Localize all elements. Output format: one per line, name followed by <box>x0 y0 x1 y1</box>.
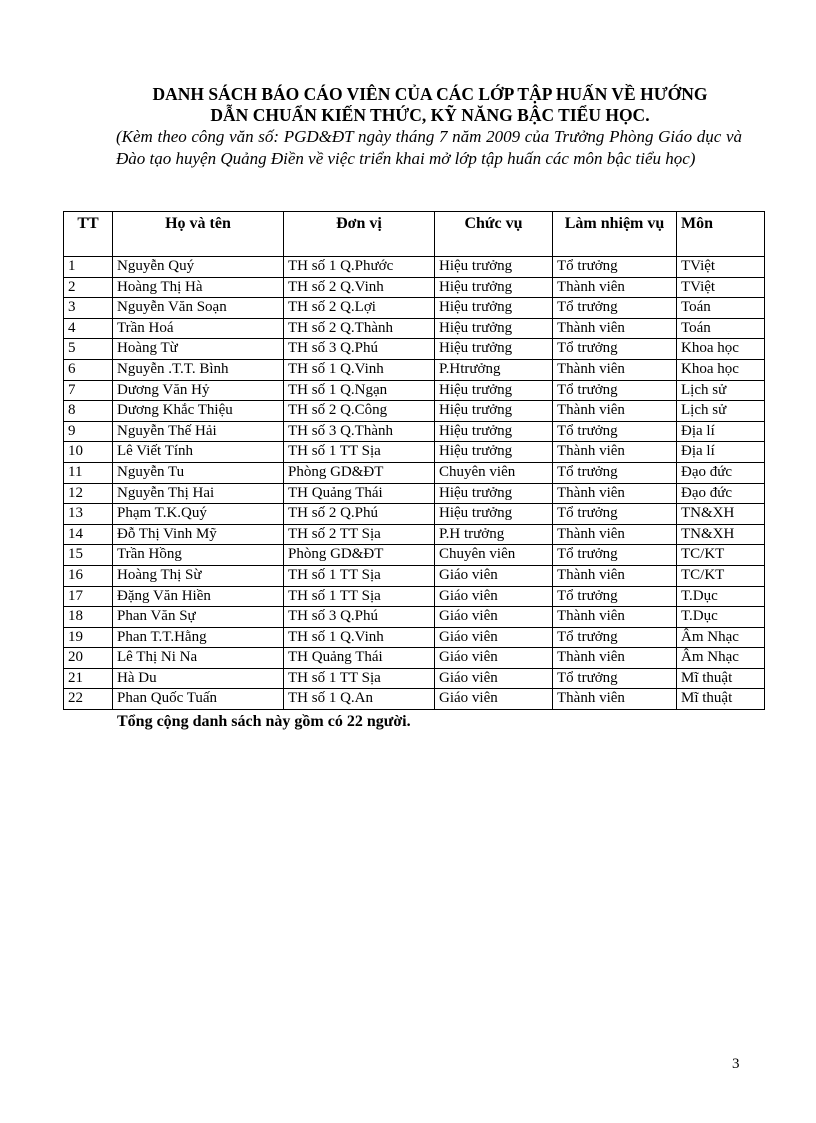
cell-tt: 3 <box>64 298 113 319</box>
cell-tt: 11 <box>64 462 113 483</box>
cell-position: P.H trưởng <box>435 524 553 545</box>
cell-name: Phạm T.K.Quý <box>113 504 284 525</box>
page-number: 3 <box>732 1056 740 1072</box>
cell-tt: 18 <box>64 607 113 628</box>
cell-tt: 14 <box>64 524 113 545</box>
header-tt: TT <box>64 212 113 257</box>
cell-subject: Địa lí <box>677 442 765 463</box>
title-line-1: DANH SÁCH BÁO CÁO VIÊN CỦA CÁC LỚP TẬP HUẤN VỀ HƯỚNG <box>152 84 708 104</box>
cell-tt: 21 <box>64 668 113 689</box>
cell-task: Tổ trưởng <box>553 421 677 442</box>
cell-tt: 10 <box>64 442 113 463</box>
table-row <box>64 380 765 401</box>
cell-position: Hiệu trưởng <box>435 421 553 442</box>
cell-subject: Địa lí <box>677 421 765 442</box>
cell-tt: 9 <box>64 421 113 442</box>
cell-subject: Toán <box>677 318 765 339</box>
cell-unit: TH số 2 TT Sịa <box>284 524 435 545</box>
cell-tt: 6 <box>64 359 113 380</box>
table-row <box>64 565 765 586</box>
cell-unit: TH số 3 Q.Phú <box>284 607 435 628</box>
cell-position: Hiệu trưởng <box>435 483 553 504</box>
cell-name: Trần Hoá <box>113 318 284 339</box>
cell-name: Dương Văn Hỷ <box>113 380 284 401</box>
cell-unit: TH số 2 Q.Thành <box>284 318 435 339</box>
table-row <box>64 627 765 648</box>
cell-task: Tổ trưởng <box>553 380 677 401</box>
cell-task: Thành viên <box>553 318 677 339</box>
cell-unit: TH số 2 Q.Vinh <box>284 277 435 298</box>
cell-subject: Khoa học <box>677 359 765 380</box>
cell-tt: 13 <box>64 504 113 525</box>
cell-position: Hiệu trưởng <box>435 277 553 298</box>
cell-task: Thành viên <box>553 359 677 380</box>
cell-subject: Mĩ thuật <box>677 668 765 689</box>
cell-position: Giáo viên <box>435 668 553 689</box>
table-row <box>64 421 765 442</box>
cell-tt: 12 <box>64 483 113 504</box>
cell-subject: T.Dục <box>677 586 765 607</box>
speaker-table <box>63 211 765 710</box>
cell-task: Tổ trưởng <box>553 298 677 319</box>
cell-position: Hiệu trưởng <box>435 298 553 319</box>
cell-position: Giáo viên <box>435 607 553 628</box>
cell-name: Đặng Văn Hiền <box>113 586 284 607</box>
header-subject: Môn <box>677 212 765 257</box>
cell-unit: Phòng GD&ĐT <box>284 462 435 483</box>
cell-position: Hiệu trưởng <box>435 380 553 401</box>
cell-position: Giáo viên <box>435 586 553 607</box>
cell-position: Hiệu trưởng <box>435 504 553 525</box>
cell-unit: TH số 2 Q.Phú <box>284 504 435 525</box>
cell-unit: TH số 1 TT Sịa <box>284 586 435 607</box>
cell-task: Thành viên <box>553 689 677 710</box>
cell-position: Giáo viên <box>435 565 553 586</box>
cell-subject: T.Dục <box>677 607 765 628</box>
cell-tt: 7 <box>64 380 113 401</box>
total-summary: Tổng cộng danh sách này gồm có 22 người. <box>117 713 411 730</box>
cell-name: Dương Khắc Thiệu <box>113 401 284 422</box>
cell-subject: Đạo đức <box>677 483 765 504</box>
cell-unit: TH số 1 Q.Ngạn <box>284 380 435 401</box>
cell-name: Hoàng Thị Hà <box>113 277 284 298</box>
cell-unit: TH Quảng Thái <box>284 483 435 504</box>
cell-name: Hà Du <box>113 668 284 689</box>
cell-position: Hiệu trưởng <box>435 339 553 360</box>
cell-task: Thành viên <box>553 401 677 422</box>
document-title <box>100 84 760 126</box>
cell-name: Nguyễn .T.T. Bình <box>113 359 284 380</box>
table-row <box>64 483 765 504</box>
table-row <box>64 545 765 566</box>
cell-position: Giáo viên <box>435 648 553 669</box>
cell-task: Thành viên <box>553 648 677 669</box>
cell-name: Lê Thị Ni Na <box>113 648 284 669</box>
cell-subject: Toán <box>677 298 765 319</box>
cell-task: Tổ trưởng <box>553 586 677 607</box>
cell-tt: 8 <box>64 401 113 422</box>
table-row <box>64 339 765 360</box>
cell-tt: 5 <box>64 339 113 360</box>
cell-name: Nguyễn Văn Soạn <box>113 298 284 319</box>
cell-unit: TH số 3 Q.Phú <box>284 339 435 360</box>
cell-task: Tổ trưởng <box>553 257 677 278</box>
cell-unit: TH số 1 Q.Phước <box>284 257 435 278</box>
cell-task: Thành viên <box>553 483 677 504</box>
cell-subject: TC/KT <box>677 565 765 586</box>
cell-position: Hiệu trưởng <box>435 318 553 339</box>
cell-name: Trần Hồng <box>113 545 284 566</box>
cell-tt: 2 <box>64 277 113 298</box>
cell-position: P.Htrưởng <box>435 359 553 380</box>
cell-task: Tổ trưởng <box>553 627 677 648</box>
header-position: Chức vụ <box>435 212 553 257</box>
cell-name: Nguyễn Thị Hai <box>113 483 284 504</box>
title-line-2: DẪN CHUẨN KIẾN THỨC, KỸ NĂNG BẬC TIỂU HỌC. <box>210 105 650 125</box>
table-row <box>64 586 765 607</box>
cell-name: Phan Văn Sự <box>113 607 284 628</box>
table-header-row <box>64 212 765 257</box>
cell-unit: TH số 1 Q.An <box>284 689 435 710</box>
cell-position: Chuyên viên <box>435 462 553 483</box>
cell-unit: TH số 3 Q.Thành <box>284 421 435 442</box>
cell-tt: 22 <box>64 689 113 710</box>
cell-task: Thành viên <box>553 524 677 545</box>
cell-name: Hoàng Từ <box>113 339 284 360</box>
cell-subject: Âm Nhạc <box>677 627 765 648</box>
cell-name: Nguyễn Thế Hải <box>113 421 284 442</box>
cell-task: Tổ trưởng <box>553 545 677 566</box>
cell-tt: 17 <box>64 586 113 607</box>
table-row <box>64 318 765 339</box>
cell-tt: 15 <box>64 545 113 566</box>
table-row <box>64 442 765 463</box>
cell-task: Thành viên <box>553 442 677 463</box>
cell-subject: Khoa học <box>677 339 765 360</box>
cell-subject: Âm Nhạc <box>677 648 765 669</box>
cell-task: Thành viên <box>553 277 677 298</box>
table-row <box>64 462 765 483</box>
cell-tt: 4 <box>64 318 113 339</box>
cell-unit: TH số 2 Q.Công <box>284 401 435 422</box>
table-row <box>64 504 765 525</box>
cell-tt: 1 <box>64 257 113 278</box>
cell-name: Đỗ Thị Vinh Mỹ <box>113 524 284 545</box>
cell-unit: TH số 1 TT Sịa <box>284 565 435 586</box>
cell-subject: TViệt <box>677 257 765 278</box>
table-row <box>64 607 765 628</box>
cell-task: Tổ trưởng <box>553 668 677 689</box>
cell-task: Tổ trưởng <box>553 504 677 525</box>
cell-name: Nguyễn Quý <box>113 257 284 278</box>
table-row <box>64 401 765 422</box>
cell-tt: 20 <box>64 648 113 669</box>
cell-unit: TH số 1 TT Sịa <box>284 668 435 689</box>
cell-name: Hoàng Thị Sừ <box>113 565 284 586</box>
cell-tt: 19 <box>64 627 113 648</box>
cell-subject: Lịch sử <box>677 380 765 401</box>
cell-name: Phan T.T.Hằng <box>113 627 284 648</box>
table-row <box>64 257 765 278</box>
header-name: Họ và tên <box>113 212 284 257</box>
header-task: Làm nhiệm vụ <box>553 212 677 257</box>
cell-position: Giáo viên <box>435 689 553 710</box>
cell-subject: Mĩ thuật <box>677 689 765 710</box>
document-subtitle: (Kèm theo công văn số: PGD&ĐT ngày tháng 7 năm 2009 của Trưởng Phòng Giáo dục và Đào tạo huyện Quảng Điền về việc triển khai mở lớp tập huấn các môn bậc tiểu học) <box>116 127 742 168</box>
cell-subject: TN&XH <box>677 504 765 525</box>
cell-position: Hiệu trưởng <box>435 442 553 463</box>
cell-name: Lê Viết Tính <box>113 442 284 463</box>
cell-subject: Lịch sử <box>677 401 765 422</box>
header-unit: Đơn vị <box>284 212 435 257</box>
table-row <box>64 689 765 710</box>
cell-name: Nguyễn Tu <box>113 462 284 483</box>
cell-position: Chuyên viên <box>435 545 553 566</box>
cell-task: Thành viên <box>553 565 677 586</box>
cell-subject: TN&XH <box>677 524 765 545</box>
cell-tt: 16 <box>64 565 113 586</box>
table-row <box>64 359 765 380</box>
table-row <box>64 648 765 669</box>
cell-position: Giáo viên <box>435 627 553 648</box>
cell-name: Phan Quốc Tuấn <box>113 689 284 710</box>
cell-subject: TC/KT <box>677 545 765 566</box>
table-row <box>64 668 765 689</box>
table-row <box>64 298 765 319</box>
table-row <box>64 524 765 545</box>
cell-unit: TH số 1 Q.Vinh <box>284 627 435 648</box>
cell-task: Tổ trưởng <box>553 462 677 483</box>
table-body <box>64 257 765 710</box>
cell-task: Tổ trưởng <box>553 339 677 360</box>
cell-task: Thành viên <box>553 607 677 628</box>
cell-unit: Phòng GD&ĐT <box>284 545 435 566</box>
cell-unit: TH số 1 Q.Vinh <box>284 359 435 380</box>
cell-unit: TH số 1 TT Sịa <box>284 442 435 463</box>
cell-subject: Đạo đức <box>677 462 765 483</box>
cell-unit: TH số 2 Q.Lợi <box>284 298 435 319</box>
cell-position: Hiệu trưởng <box>435 401 553 422</box>
cell-position: Hiệu trưởng <box>435 257 553 278</box>
cell-unit: TH Quảng Thái <box>284 648 435 669</box>
table-row <box>64 277 765 298</box>
cell-subject: TViệt <box>677 277 765 298</box>
